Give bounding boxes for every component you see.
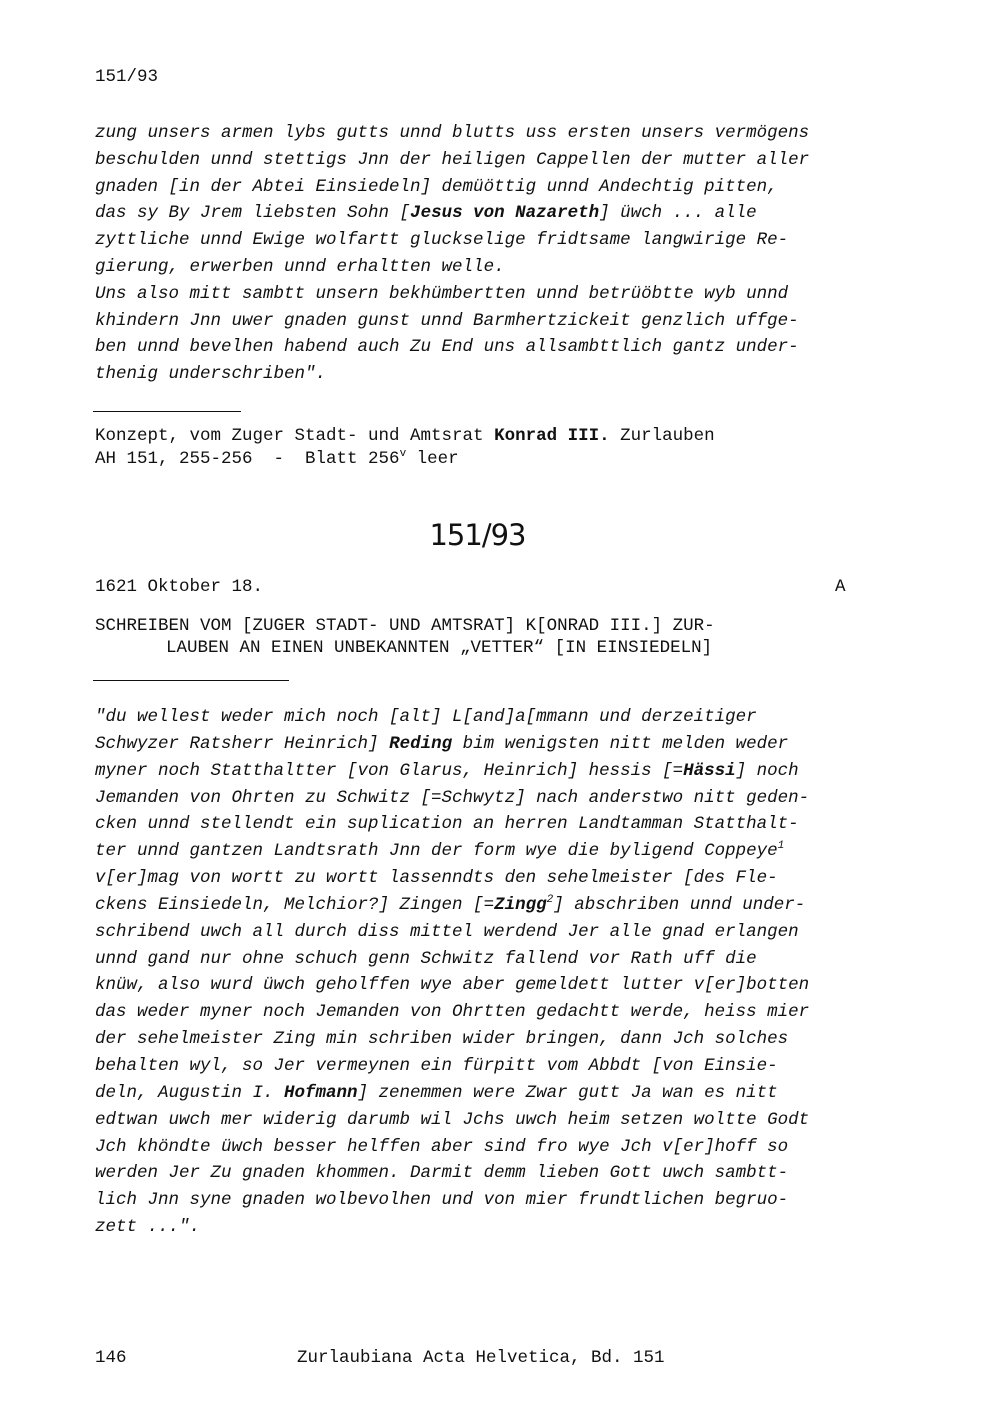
footer-publication: Zurlaubiana Acta Helvetica, Bd. 151 [297, 1348, 665, 1368]
bold-name: Konrad III. [494, 426, 610, 446]
entry-title-line-2: LAUBEN AN EINEN UNBEKANNTEN „VETTER“ [IN EINSIEDELN] [166, 638, 713, 658]
superscript: 2 [546, 893, 554, 906]
text-line [95, 361, 875, 388]
text-run: gierung, erwerben unnd erhaltten welle. [95, 256, 505, 277]
bold-name: Reding [389, 733, 453, 754]
bold-name: Hofmann [284, 1082, 358, 1103]
text-line [95, 946, 875, 973]
text-run: der sehelmeister Zing min schriben wider bringen, dann Jch solches [95, 1029, 789, 1050]
text-run: Zurlauben [609, 426, 715, 446]
text-line [95, 1080, 875, 1107]
text-line [95, 227, 875, 254]
text-run: AH 151, 255-256 - Blatt 256 [95, 449, 400, 469]
text-run: thenig underschriben". [95, 364, 327, 385]
text-line [95, 758, 875, 785]
text-line [95, 811, 875, 838]
footer-page-number: 146 [95, 1348, 127, 1368]
text-run: beschulden unnd stettigs Jnn der heiligen Cappellen der mutter aller [95, 149, 810, 170]
text-run: ] zenemmen were Zwar gutt Ja wan es nitt [357, 1082, 778, 1103]
text-line [95, 1053, 875, 1080]
entry-text [95, 704, 875, 1241]
text-run: gnaden [in der Abtei Einsiedeln] demüöttig unnd Andechtig pitten, [95, 176, 778, 197]
source-note-line-1 [95, 425, 715, 448]
text-run: behalten wyl, so Jer vermeynen ein fürpitt vom Abbdt [von Einsie- [95, 1055, 778, 1076]
text-line [95, 1026, 875, 1053]
text-line [95, 865, 875, 892]
text-run: knüw, also wurd üwch geholffen wye aber gemeldett lutter v[er]botten [95, 975, 810, 996]
superscript: 1 [777, 840, 785, 853]
text-run: ] noch [735, 760, 799, 781]
text-run: unnd gand nur ohne schuch genn Schwitz fallend vor Rath uff die [95, 948, 757, 969]
text-run: ckens Einsiedeln, Melchior?] Zingen [= [95, 894, 495, 915]
bold-name: Jesus von Nazareth [410, 203, 600, 224]
text-run: werden Jer Zu gnaden khommen. Darmit demm lieben Gott uwch sambtt- [95, 1163, 789, 1184]
text-line [95, 334, 875, 361]
text-run: Uns also mitt sambtt unsern bekhümbertten unnd betrüöbtte wyb unnd [95, 283, 789, 304]
text-line [95, 838, 875, 865]
text-line [95, 1107, 875, 1134]
entry-title-line-1: SCHREIBEN VOM [ZUGER STADT- UND AMTSRAT] K[ONRAD III.] ZUR- [95, 616, 715, 636]
superscript: v [399, 448, 407, 460]
text-line [95, 1214, 875, 1241]
text-line [95, 892, 875, 919]
text-run: Jch khöndte üwch besser helffen aber sind fro wye Jch v[er]hoff so [95, 1136, 789, 1157]
text-run: v[er]mag von wortt zu wortt lassenndts den sehelmeister [des Fle- [95, 868, 778, 889]
text-run: edtwan uwch mer widerig darumb wil Jchs uwch heim setzen woltte Godt [95, 1109, 810, 1130]
text-run: lich Jnn syne gnaden wolbevolhen und von mier frundtlichen begruo- [95, 1190, 789, 1211]
text-run: zyttliche unnd Ewige wolfartt gluckselige fridtsame langwirige Re- [95, 230, 789, 251]
text-line [95, 999, 875, 1026]
entry-date: 1621 Oktober 18. [95, 577, 264, 597]
text-line [95, 731, 875, 758]
text-run: khindern Jnn uwer gnaden gunst unnd Barmhertzickeit genzlich uffge- [95, 310, 799, 331]
text-run: zett ...". [95, 1217, 201, 1238]
text-run: Jemanden von Ohrten zu Schwitz [=Schwytz] nach anderstwo nitt geden- [95, 787, 810, 808]
bold-name: Zingg [494, 894, 547, 915]
text-line [95, 147, 875, 174]
text-line [95, 785, 875, 812]
text-run: das weder myner noch Jemanden von Ohrtten gedachtt werde, heiss mier [95, 1002, 810, 1023]
text-run: zung unsers armen lybs gutts unnd blutts uss ersten unsers vermögens [95, 123, 810, 143]
text-run: leer [406, 449, 459, 469]
text-run: deln, Augustin I. [95, 1082, 285, 1103]
text-run: schribend uwch all durch diss mittel werdend Jer alle gnad erlangen [95, 921, 799, 942]
text-run: "du wellest weder mich noch [alt] L[and]a[mmann und derzeitiger [95, 707, 757, 727]
entry-type-letter: A [835, 577, 846, 597]
text-run: ] üwch ... alle [599, 203, 757, 224]
text-line [95, 1134, 875, 1161]
text-line [95, 919, 875, 946]
footnote-rule [93, 411, 241, 412]
text-run: Schwyzer Ratsherr Heinrich] [95, 733, 390, 754]
text-line [95, 200, 875, 227]
text-line [95, 308, 875, 335]
bold-name: Hässi [683, 760, 736, 781]
text-run: das sy By Jrem liebsten Sohn [ [95, 203, 411, 224]
text-line [95, 1160, 875, 1187]
text-run: ter unnd gantzen Landtsrath Jnn der form wye die byligend Coppeye [95, 841, 778, 862]
text-run: ] abschriben unnd under- [553, 894, 806, 915]
text-run: ben unnd bevelhen habend auch Zu End uns allsambttlich gantz under- [95, 337, 799, 358]
text-run: Konzept, vom Zuger Stadt- und Amtsrat [95, 426, 495, 446]
entry-number-heading: 151/93 [429, 518, 526, 552]
source-note-line-2 [95, 448, 459, 471]
text-run: bim wenigsten nitt melden weder [452, 733, 789, 754]
text-line [95, 254, 875, 281]
text-run: myner noch Statthaltter [von Glarus, Heinrich] hessis [= [95, 760, 684, 781]
text-line [95, 972, 875, 999]
text-line [95, 281, 875, 308]
text-line [95, 174, 875, 201]
header-page-ref: 151/93 [95, 67, 159, 87]
previous-entry-text [95, 120, 875, 388]
text-line [95, 704, 875, 731]
title-rule [93, 680, 289, 681]
text-run: cken unnd stellendt ein suplication an herren Landtamman Statthalt- [95, 814, 799, 835]
text-line [95, 120, 875, 147]
text-line [95, 1187, 875, 1214]
